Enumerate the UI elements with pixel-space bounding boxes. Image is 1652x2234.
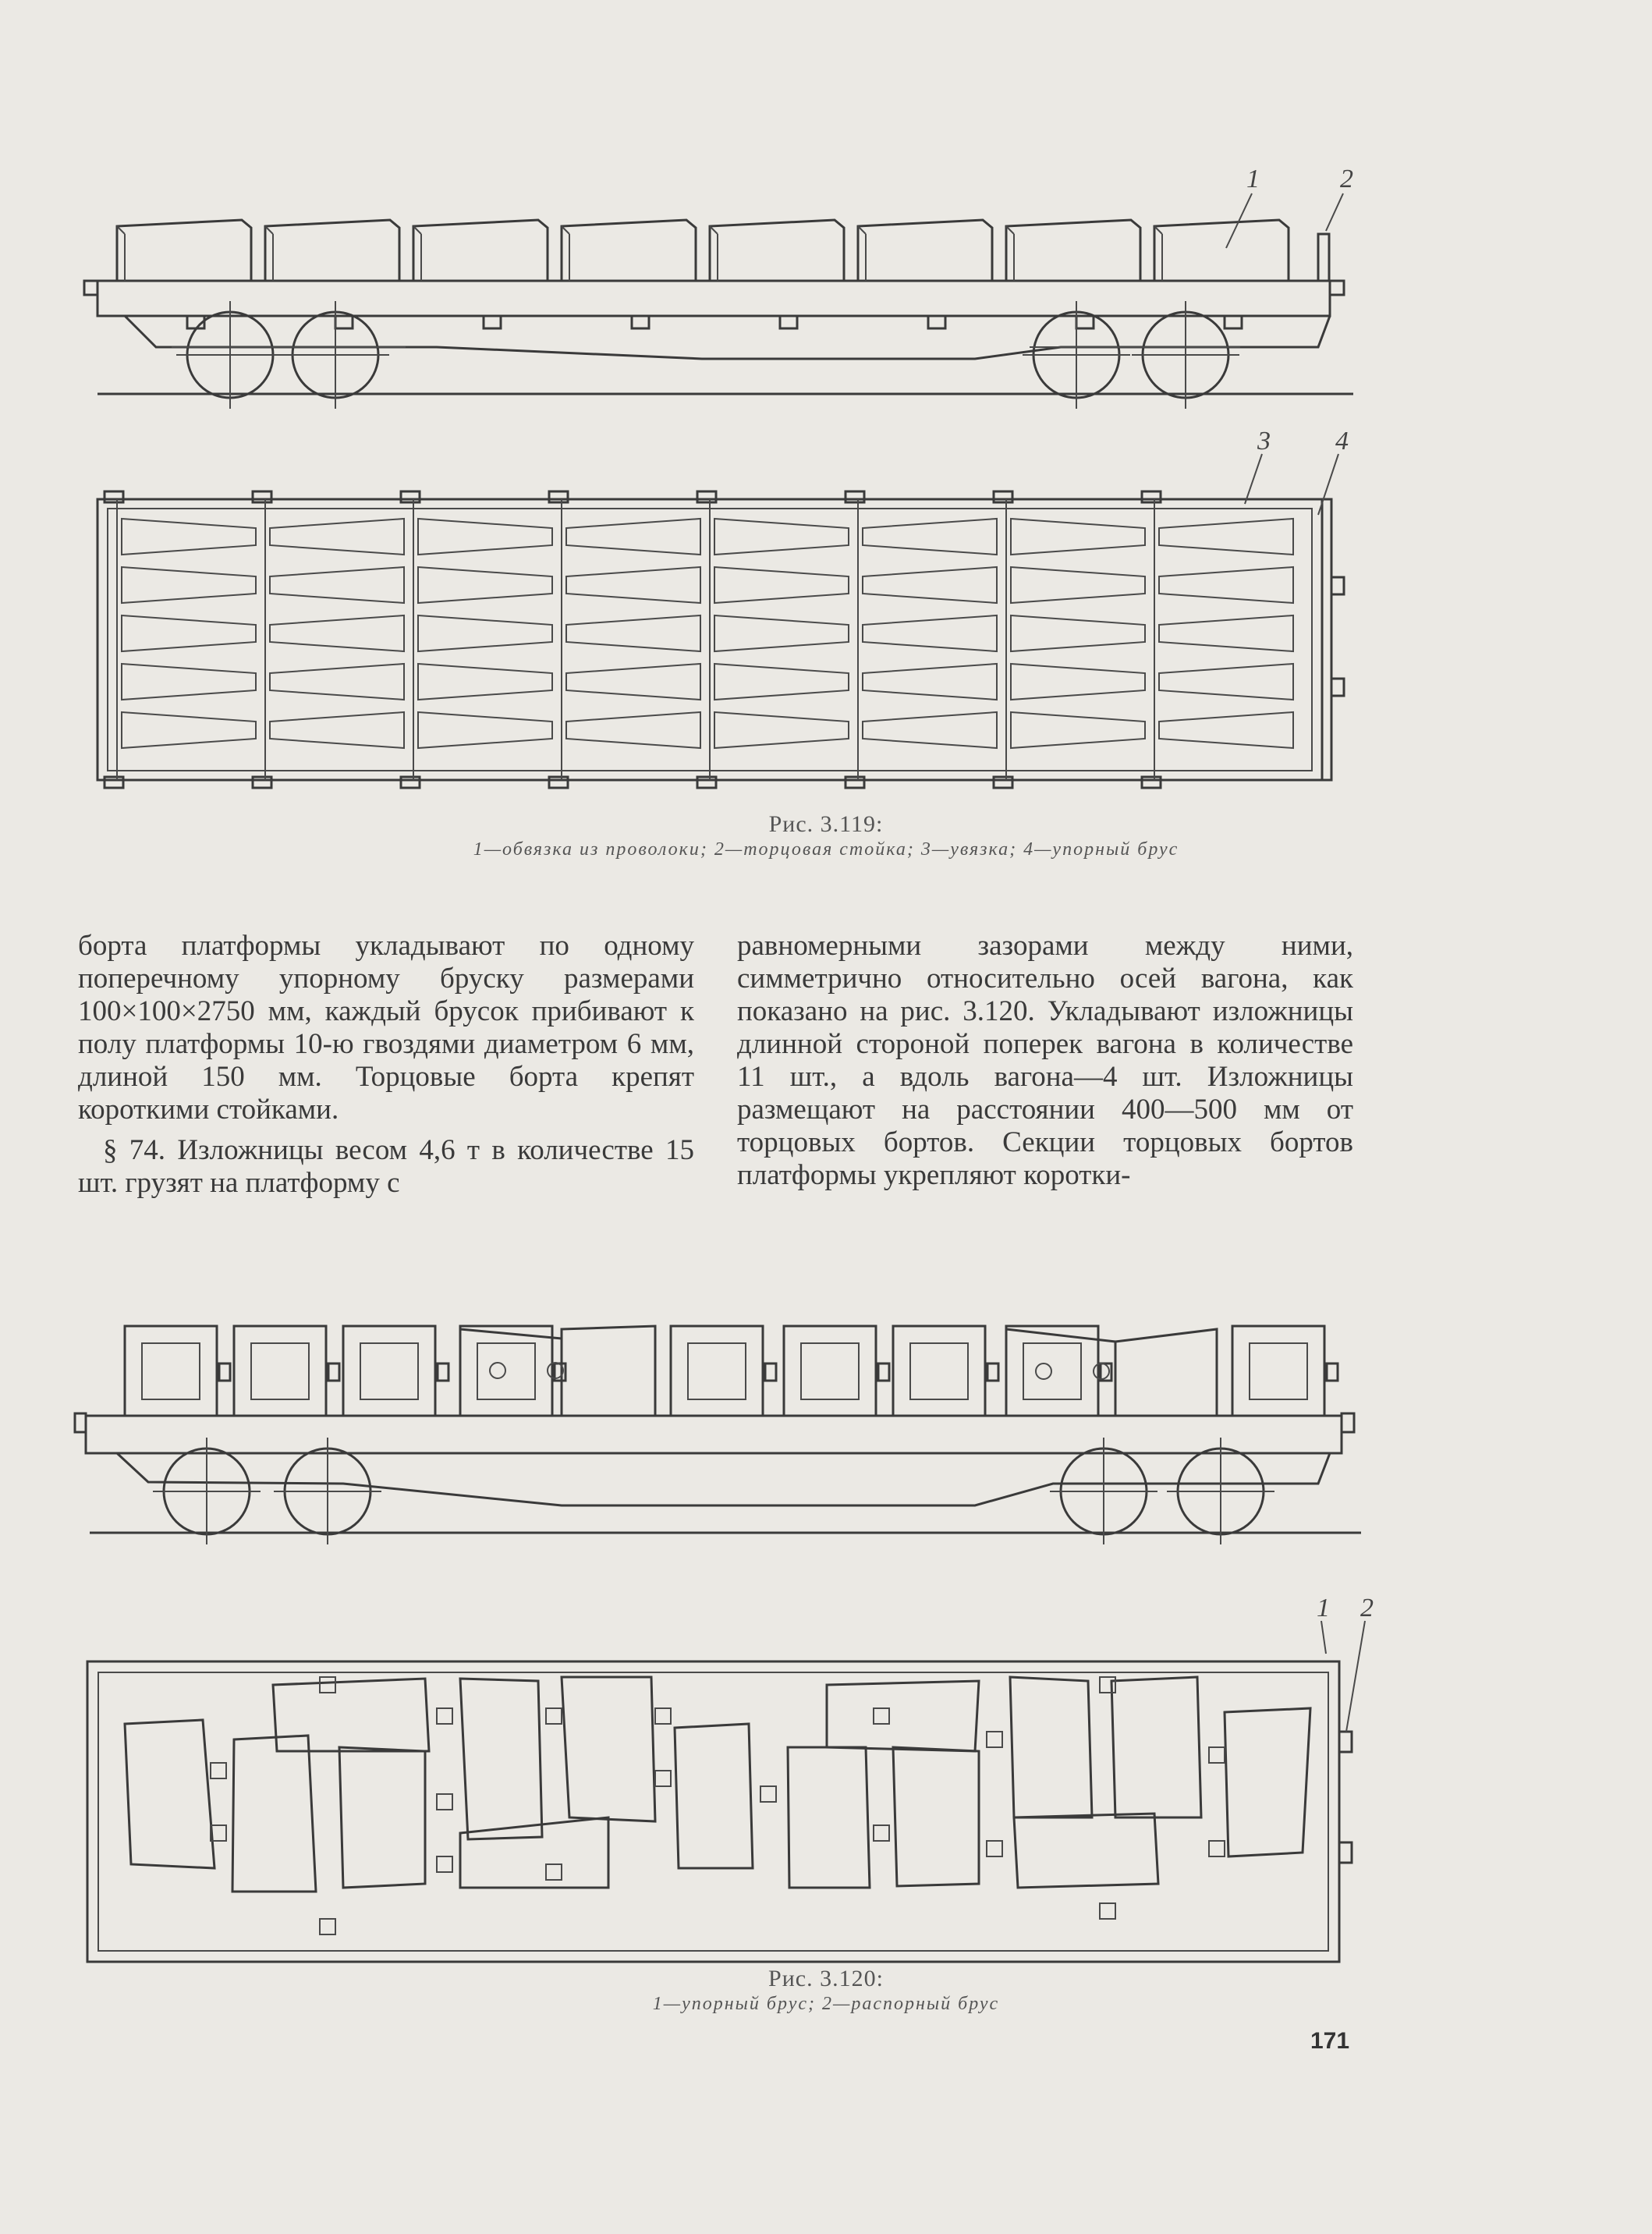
figure-3-120-caption <box>0 1966 1652 2015</box>
ingot-mold-plan <box>1010 1677 1092 1817</box>
spacer-block <box>320 1919 335 1934</box>
leader-line <box>1318 454 1338 515</box>
spacer-block <box>437 1794 452 1810</box>
log <box>270 712 404 748</box>
spacer-block <box>765 1363 776 1381</box>
log <box>863 519 997 555</box>
ingot-mold-lying <box>562 1326 655 1416</box>
log <box>1011 567 1145 603</box>
ingot-mold-inner <box>688 1343 746 1399</box>
spacer-block <box>1209 1747 1225 1763</box>
log <box>1159 615 1293 651</box>
stake-pocket <box>253 777 271 788</box>
log <box>122 519 256 555</box>
log <box>863 712 997 748</box>
ingot-mold-plan <box>125 1720 214 1868</box>
log <box>418 664 552 700</box>
cargo-bundle <box>1006 220 1140 281</box>
log <box>714 712 849 748</box>
cargo-bundle <box>413 220 548 281</box>
log <box>1159 664 1293 700</box>
leader-line <box>1326 193 1343 231</box>
stake-pocket <box>549 777 568 788</box>
fig120-label-1: 1 <box>1317 1594 1330 1622</box>
spacer-block <box>219 1363 230 1381</box>
ingot-mold <box>1006 1326 1098 1416</box>
ingot-mold-inner <box>251 1343 309 1399</box>
log <box>122 615 256 651</box>
log <box>122 712 256 748</box>
log <box>1159 519 1293 555</box>
fig120-caption-title: Рис. 3.120: <box>768 1966 884 1991</box>
log <box>863 567 997 603</box>
fig119-caption-title: Рис. 3.119: <box>768 811 884 837</box>
ingot-mold-plan <box>827 1681 979 1751</box>
ingot-mold <box>1232 1326 1324 1416</box>
stop-beam <box>1322 499 1331 780</box>
log <box>270 519 404 555</box>
ingot-mold <box>460 1326 552 1416</box>
stake-pocket <box>994 777 1012 788</box>
log <box>418 615 552 651</box>
spacer-block <box>760 1786 776 1802</box>
ingot-mold-lying <box>460 1329 562 1416</box>
spacer-block <box>655 1771 671 1786</box>
ingot-mold-inner <box>1250 1343 1307 1399</box>
coupler <box>1331 679 1344 696</box>
stake-pocket <box>105 777 123 788</box>
log <box>122 567 256 603</box>
ingot-mold-plan <box>788 1747 870 1888</box>
ingot-mold-plan <box>1014 1814 1158 1888</box>
spacer-block <box>655 1708 671 1724</box>
log <box>863 615 997 651</box>
ingot-mold-plan <box>339 1747 425 1888</box>
coupler <box>75 1413 86 1432</box>
ingot-mold-plan <box>460 1679 542 1839</box>
spacer-block <box>438 1363 448 1381</box>
figure-3-119-caption <box>0 811 1652 860</box>
log <box>714 519 849 555</box>
spacer-block <box>437 1708 452 1724</box>
spacer-block <box>1100 1903 1115 1919</box>
spacer-block <box>546 1708 562 1724</box>
log <box>714 664 849 700</box>
spacer-block <box>437 1856 452 1872</box>
ingot-mold-plan <box>562 1677 655 1821</box>
stake-pocket <box>401 491 420 502</box>
log <box>1159 712 1293 748</box>
log <box>270 664 404 700</box>
log <box>566 519 700 555</box>
right-paragraph-1: равномерными зазорами между ними, симметрично относительно осей вагона, как показано на рис. 3.120. Укладывают изложницы длинной стороной поперек вагона в количестве 11 шт., а вдоль вагона—4 шт. Изложницы размещают на расстоянии 400—500 мм от торцовых бортов. Секции торцовых бортов платформы укрепляют коротки- <box>737 930 1353 1191</box>
log <box>1011 519 1145 555</box>
stake-pocket <box>845 491 864 502</box>
ingot-mold <box>125 1326 217 1416</box>
fig120-label-2: 2 <box>1360 1594 1374 1622</box>
stake-pocket <box>401 777 420 788</box>
stake-pocket <box>697 491 716 502</box>
figure-3-119-side-view <box>0 0 1652 437</box>
underframe <box>125 316 1330 359</box>
end-post <box>1318 234 1329 281</box>
log <box>566 567 700 603</box>
ingot-mold-lying <box>1115 1329 1217 1416</box>
log <box>1011 615 1145 651</box>
ingot-mold-inner <box>477 1343 535 1399</box>
log <box>863 664 997 700</box>
log <box>1011 712 1145 748</box>
spacer-block <box>878 1363 889 1381</box>
left-paragraph-1: борта платформы укладывают по одному поперечному упорному бруску размерами 100×100×2750 мм, каждый брусок прибивают к полу платформы 10-ю гвоздями диаметром 6 мм, длиной 150 мм. Торцовые борта крепят короткими стойками. <box>78 930 694 1126</box>
fig119-label-1: 1 <box>1246 165 1260 193</box>
mold-hole <box>1036 1363 1051 1379</box>
cargo-bundle <box>1154 220 1289 281</box>
spacer-block <box>328 1363 339 1381</box>
log <box>714 567 849 603</box>
spacer-beam <box>1339 1732 1352 1752</box>
leader-line <box>1245 454 1262 504</box>
log <box>714 615 849 651</box>
log <box>1159 567 1293 603</box>
spacer-block <box>987 1363 998 1381</box>
spacer-block <box>874 1825 889 1841</box>
cargo-bundle <box>265 220 399 281</box>
ingot-mold <box>671 1326 763 1416</box>
stake-pocket <box>484 316 501 328</box>
log <box>418 712 552 748</box>
coupler <box>84 281 97 295</box>
stake-pocket <box>1076 316 1094 328</box>
leader-line <box>1321 1621 1326 1654</box>
ingot-mold-inner <box>142 1343 200 1399</box>
fig119-caption-legend: 1—обвязка из проволоки; 2—торцовая стойка; 3—увязка; 4—упорный брус <box>473 839 1179 860</box>
ingot-mold-plan <box>675 1724 753 1868</box>
log <box>122 664 256 700</box>
ingot-mold <box>343 1326 435 1416</box>
cargo-bundle <box>858 220 992 281</box>
figure-3-120-top-view <box>0 1591 1652 1966</box>
ingot-mold <box>234 1326 326 1416</box>
stake-pocket <box>335 316 353 328</box>
platform-deck <box>86 1416 1342 1453</box>
spacer-block <box>874 1708 889 1724</box>
stake-pocket <box>928 316 945 328</box>
spacer-block <box>1327 1363 1338 1381</box>
platform-inner-outline <box>98 1672 1328 1951</box>
log <box>418 567 552 603</box>
coupler <box>1342 1413 1354 1432</box>
platform-deck <box>97 281 1330 316</box>
stake-pocket <box>780 316 797 328</box>
stake-pocket <box>697 777 716 788</box>
log <box>566 712 700 748</box>
spacer-block <box>1100 1677 1115 1693</box>
ingot-mold-inner <box>801 1343 859 1399</box>
fig119-label-3: 3 <box>1257 427 1271 456</box>
spacer-block <box>211 1763 226 1778</box>
coupler <box>1331 577 1344 594</box>
stake-pocket <box>845 777 864 788</box>
log <box>270 567 404 603</box>
log <box>566 615 700 651</box>
ingot-mold-plan <box>273 1679 429 1751</box>
leader-line <box>1346 1621 1365 1732</box>
stake-pocket <box>1142 491 1161 502</box>
fig120-caption-legend: 1—упорный брус; 2—распорный брус <box>652 1994 1000 2014</box>
ingot-mold-plan <box>893 1747 979 1886</box>
ingot-mold-plan <box>460 1817 608 1888</box>
fig119-label-4: 4 <box>1335 427 1349 456</box>
stake-pocket <box>632 316 649 328</box>
ingot-mold <box>893 1326 985 1416</box>
spacer-block <box>1209 1841 1225 1856</box>
stake-pocket <box>994 491 1012 502</box>
spacer-block <box>987 1732 1002 1747</box>
stake-pocket <box>253 491 271 502</box>
text-column-left <box>78 930 694 1200</box>
ingot-mold-inner <box>360 1343 418 1399</box>
log <box>270 615 404 651</box>
figure-3-120-side-view <box>0 1279 1652 1544</box>
ingot-mold-inner <box>910 1343 968 1399</box>
log <box>1011 664 1145 700</box>
spacer-block <box>546 1864 562 1880</box>
page-number: 171 <box>1310 2028 1350 2054</box>
log <box>418 519 552 555</box>
spacer-beam <box>1339 1842 1352 1863</box>
log <box>566 664 700 700</box>
text-column-right <box>737 930 1353 1192</box>
ingot-mold <box>784 1326 876 1416</box>
cargo-bundle <box>710 220 844 281</box>
figure-3-119-top-view <box>0 421 1652 827</box>
coupler <box>1330 281 1344 295</box>
ingot-mold-plan <box>1225 1708 1310 1856</box>
cargo-bundle <box>117 220 251 281</box>
cargo-bundle <box>562 220 696 281</box>
stake-pocket <box>1225 316 1242 328</box>
stake-pocket <box>105 491 123 502</box>
ingot-mold-plan <box>232 1736 316 1892</box>
fig119-label-2: 2 <box>1340 165 1353 193</box>
left-paragraph-2: § 74. Изложницы весом 4,6 т в количестве 15 шт. грузят на платформу с <box>78 1134 694 1199</box>
ingot-mold-plan <box>1111 1677 1201 1817</box>
stake-pocket <box>1142 777 1161 788</box>
mold-hole <box>490 1363 505 1378</box>
stake-pocket <box>549 491 568 502</box>
spacer-block <box>987 1841 1002 1856</box>
spacer-block <box>320 1677 335 1693</box>
